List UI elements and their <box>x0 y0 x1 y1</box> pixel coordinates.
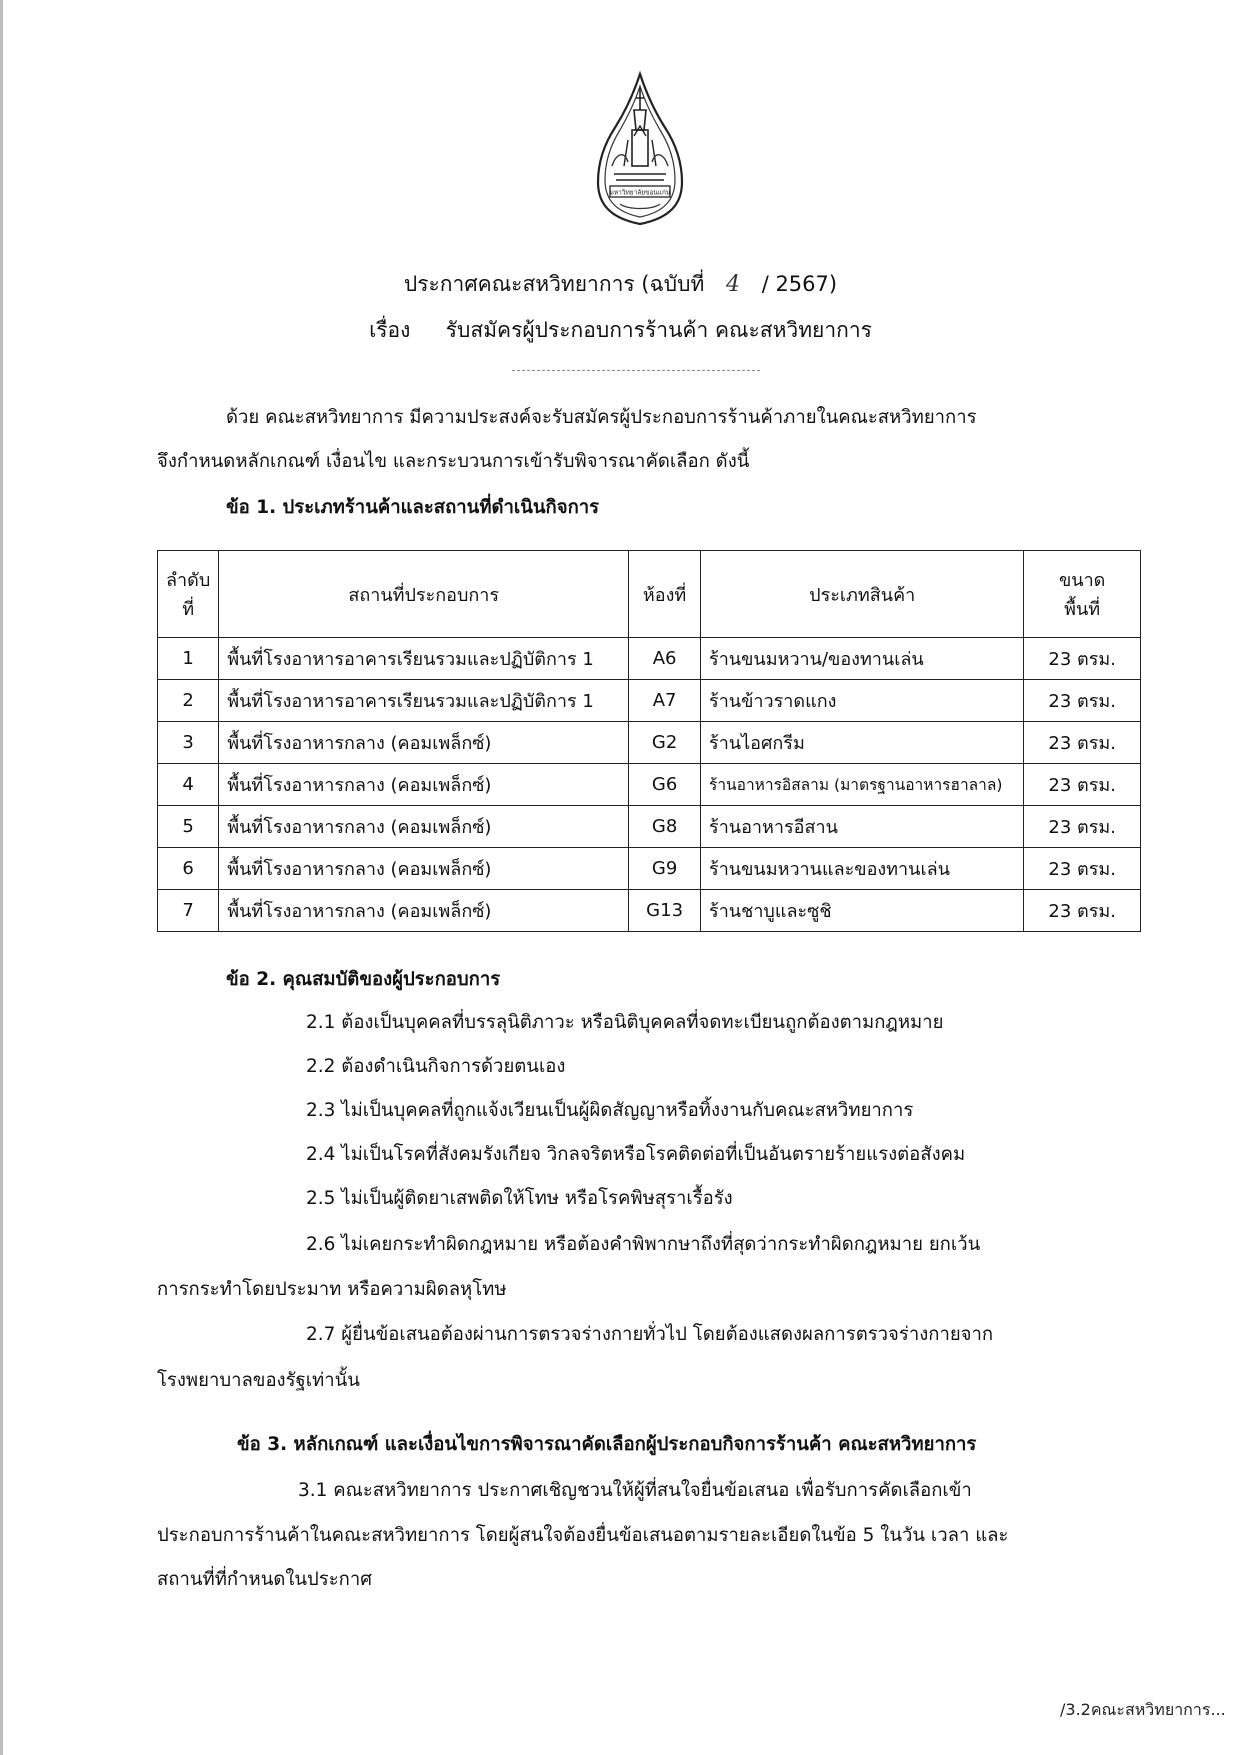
item-2-1: 2.1 ต้องเป็นบุคคลที่บรรลุนิติภาวะ หรือนิติบุคคลที่จดทะเบียนถูกต้องตามกฎหมาย <box>306 1012 944 1033</box>
cell-size: 23 ตรม. <box>1024 890 1141 932</box>
cell-place: พื้นที่โรงอาหารอาคารเรียนรวมและปฏิบัติการ 1 <box>219 680 629 722</box>
cell-type: ร้านอาหารอีสาน <box>701 806 1024 848</box>
cell-place: พื้นที่โรงอาหารกลาง (คอมเพล็กซ์) <box>219 764 629 806</box>
page-continuation: /3.2คณะสหวิทยาการ... <box>1060 1700 1226 1719</box>
item-2-3: 2.3 ไม่เป็นบุคคลที่ถูกแจ้งเวียนเป็นผู้ผิดสัญญาหรือทิ้งงานกับคณะสหวิทยาการ <box>306 1100 914 1121</box>
intro-line-2: จึงกำหนดหลักเกณฑ์ เงื่อนไข และกระบวนการเข้ารับพิจารณาคัดเลือก ดังนี้ <box>157 451 750 472</box>
cell-no: 1 <box>158 638 219 680</box>
cell-room: G13 <box>629 890 701 932</box>
subject-text: รับสมัครผู้ประกอบการร้านค้า คณะสหวิทยาการ <box>445 318 872 342</box>
cell-no: 2 <box>158 680 219 722</box>
item-3-1-line-2: ประกอบการร้านค้าในคณะสหวิทยาการ โดยผู้สนใจต้องยื่นข้อเสนอตามรายละเอียดในข้อ 5 ในวัน เวลา และ <box>157 1525 1009 1546</box>
title-suffix: / 2567) <box>761 272 838 296</box>
cell-no: 3 <box>158 722 219 764</box>
item-3-1-line-1: 3.1 คณะสหวิทยาการ ประกาศเชิญชวนให้ผู้ที่สนใจยื่นข้อเสนอ เพื่อรับการคัดเลือกเข้า <box>298 1480 972 1501</box>
cell-room: G8 <box>629 806 701 848</box>
cell-type: ร้านขนมหวาน/ของทานเล่น <box>701 638 1024 680</box>
cell-type: ร้านชาบูและซูชิ <box>701 890 1024 932</box>
cell-no: 5 <box>158 806 219 848</box>
cell-place: พื้นที่โรงอาหารกลาง (คอมเพล็กซ์) <box>219 890 629 932</box>
cell-no: 7 <box>158 890 219 932</box>
cell-place: พื้นที่โรงอาหารกลาง (คอมเพล็กซ์) <box>219 848 629 890</box>
item-2-7-line-2: โรงพยาบาลของรัฐเท่านั้น <box>157 1370 360 1391</box>
title-divider <box>512 370 760 371</box>
cell-room: A7 <box>629 680 701 722</box>
cell-size: 23 ตรม. <box>1024 806 1141 848</box>
cell-place: พื้นที่โรงอาหารกลาง (คอมเพล็กซ์) <box>219 722 629 764</box>
cell-place: พื้นที่โรงอาหารอาคารเรียนรวมและปฏิบัติการ 1 <box>219 638 629 680</box>
scan-edge <box>0 0 3 1755</box>
cell-no: 4 <box>158 764 219 806</box>
subject-label: เรื่อง <box>369 318 411 342</box>
intro-line-1: ด้วย คณะสหวิทยาการ มีความประสงค์จะรับสมัครผู้ประกอบการร้านค้าภายในคณะสหวิทยาการ <box>226 407 977 428</box>
cell-size: 23 ตรม. <box>1024 680 1141 722</box>
cell-type: ร้านไอศกรีม <box>701 722 1024 764</box>
section-3-heading: ข้อ 3. หลักเกณฑ์ และเงื่อนไขการพิจารณาคัดเลือกผู้ประกอบกิจการร้านค้า คณะสหวิทยาการ <box>237 1434 977 1455</box>
seal-caption: มหาวิทยาลัยขอนแก่น <box>609 188 671 197</box>
cell-room: G2 <box>629 722 701 764</box>
issue-number: 4 <box>726 272 740 297</box>
table-row <box>158 890 1141 932</box>
item-2-5: 2.5 ไม่เป็นผู้ติดยาเสพติดให้โทษ หรือโรคพิษสุราเรื้อรัง <box>306 1188 733 1209</box>
cell-room: G6 <box>629 764 701 806</box>
table-row <box>158 638 1141 680</box>
item-2-2: 2.2 ต้องดำเนินกิจการด้วยตนเอง <box>306 1056 566 1077</box>
item-2-7-line-1: 2.7 ผู้ยื่นข้อเสนอต้องผ่านการตรวจร่างกายทั่วไป โดยต้องแสดงผลการตรวจร่างกายจาก <box>306 1324 994 1345</box>
item-2-6-line-2: การกระทำโดยประมาท หรือความผิดลหุโทษ <box>157 1279 507 1300</box>
shop-table <box>157 550 1141 932</box>
announcement-title <box>0 268 1241 301</box>
title-prefix: ประกาศคณะสหวิทยาการ (ฉบับที่ <box>403 272 705 296</box>
cell-type: ร้านข้าวราดแกง <box>701 680 1024 722</box>
cell-size: 23 ตรม. <box>1024 722 1141 764</box>
university-seal-logo <box>594 70 686 228</box>
cell-type: ร้านขนมหวานและของทานเล่น <box>701 848 1024 890</box>
cell-size: 23 ตรม. <box>1024 848 1141 890</box>
section-1-heading: ข้อ 1. ประเภทร้านค้าและสถานที่ดำเนินกิจการ <box>226 497 600 518</box>
cell-size: 23 ตรม. <box>1024 764 1141 806</box>
cell-room: G9 <box>629 848 701 890</box>
cell-room: A6 <box>629 638 701 680</box>
col-header-type: ประเภทสินค้า <box>701 551 1024 638</box>
item-2-6-line-1: 2.6 ไม่เคยกระทำผิดกฎหมาย หรือต้องคำพิพากษาถึงที่สุดว่ากระทำผิดกฎหมาย ยกเว้น <box>306 1234 981 1255</box>
announcement-subject <box>0 314 1241 347</box>
table-row <box>158 806 1141 848</box>
item-2-4: 2.4 ไม่เป็นโรคที่สังคมรังเกียจ วิกลจริตหรือโรคติดต่อที่เป็นอันตรายร้ายแรงต่อสังคม <box>306 1144 966 1165</box>
table-row <box>158 680 1141 722</box>
item-3-1-line-3: สถานที่ที่กำหนดในประกาศ <box>157 1569 372 1590</box>
cell-type: ร้านอาหารอิสลาม (มาตรฐานอาหารฮาลาล) <box>701 764 1024 806</box>
col-header-place: สถานที่ประกอบการ <box>219 551 629 638</box>
table-row <box>158 722 1141 764</box>
table-row <box>158 848 1141 890</box>
cell-size: 23 ตรม. <box>1024 638 1141 680</box>
col-header-room: ห้องที่ <box>629 551 701 638</box>
cell-no: 6 <box>158 848 219 890</box>
section-2-heading: ข้อ 2. คุณสมบัติของผู้ประกอบการ <box>226 969 501 990</box>
cell-place: พื้นที่โรงอาหารกลาง (คอมเพล็กซ์) <box>219 806 629 848</box>
col-header-no: ลำดับ ที่ <box>158 551 219 638</box>
table-row <box>158 764 1141 806</box>
table-header-row <box>158 551 1141 638</box>
col-header-size: ขนาด พื้นที่ <box>1024 551 1141 638</box>
